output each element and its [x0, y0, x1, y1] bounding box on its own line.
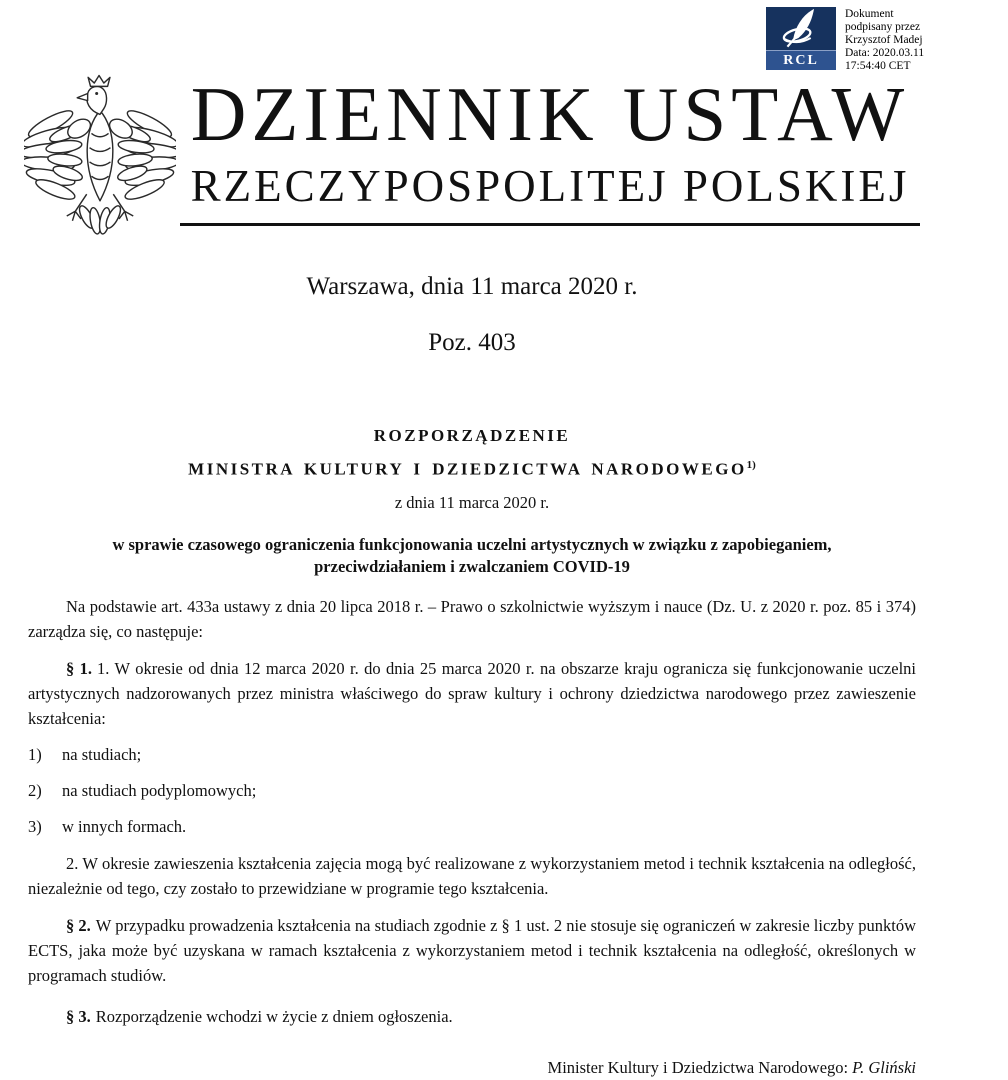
section-2-text: W przypadku prowadzenia kształcenia na studiach zgodnie z § 1 ust. 2 nie stosuje się ograniczeń w zakresie liczby punktów ECTS, jaka może być uzyskana w ramach kształcenia z wykorzystaniem metod i technik kształcenia na odległość, określonych w programach studiów.: [28, 915, 917, 985]
rcl-logo: [766, 7, 836, 70]
enumeration-list: [28, 742, 916, 839]
journal-subtitle: RZECZYPOSPOLITEJ POLSKIEJ: [190, 160, 910, 211]
footnote-reference: 1): [746, 459, 756, 472]
act-issuer-text: MINISTRA KULTURY I DZIEDZICTWA NARODOWEGO: [188, 459, 747, 479]
list-item: [28, 778, 916, 803]
section-3-paragraph: [28, 1004, 916, 1029]
signature-stamp: [766, 7, 924, 73]
act-type-heading: ROZPORZĄDZENIE: [373, 426, 571, 446]
act-subject-line-2: przeciwdziałaniem i zwalczaniem COVID-19: [314, 556, 630, 576]
stamp-line-3: Krzysztof Madej: [845, 34, 923, 46]
list-item: [28, 814, 916, 839]
stamp-line-4: Data: 2020.03.11: [845, 47, 925, 59]
list-item: [28, 742, 916, 767]
list-item-text: na studiach;: [62, 744, 142, 764]
document-body: [28, 272, 916, 1080]
signer-name: P. Gliński: [852, 1057, 916, 1077]
list-item-text: na studiach podyplomowych;: [62, 780, 257, 800]
list-item-marker: 3): [28, 816, 42, 836]
signature-line: [28, 1055, 916, 1080]
act-subject: [28, 534, 916, 578]
section-3-label: § 3.: [66, 1006, 91, 1026]
stamp-line-1: Dokument: [845, 8, 894, 20]
section-1-ust-2-paragraph: 2. W okresie zawieszenia kształcenia zajęcia mogą być realizowane z wykorzystaniem metod i technik kształcenia na odległość, niezależnie od tego, czy zostało to przewidziane w programie tego kształcenia.: [28, 853, 916, 898]
section-2-label: § 2.: [66, 915, 91, 935]
stamp-line-5: 17:54:40 CET: [845, 60, 911, 72]
section-1-paragraph: [28, 656, 916, 731]
list-item-marker: 1): [28, 744, 42, 764]
signature-stamp-text: [845, 7, 924, 73]
signer-role: Minister Kultury i Dziedzictwa Narodowego:: [547, 1057, 849, 1077]
section-1-label: § 1.: [66, 658, 93, 678]
act-date-line: z dnia 11 marca 2020 r.: [394, 492, 550, 512]
masthead-rule: [180, 223, 920, 226]
section-2-paragraph: [28, 913, 916, 988]
journal-title: DZIENNIK USTAW: [190, 71, 910, 157]
section-1-text: 1. W okresie od dnia 12 marca 2020 r. do dnia 25 marca 2020 r. na obszarze kraju ogranicza się funkcjonowanie uczelni artystycznych nadzorowanych przez ministra właściwego do spraw kultury i ochrony dziedzictwa narodowego przez zawieszenie kształcenia:: [28, 658, 917, 728]
rcl-logo-label: RCL: [766, 50, 836, 70]
quill-icon: [766, 7, 836, 50]
place-date: Warszawa, dnia 11 marca 2020 r.: [306, 273, 638, 301]
polish-eagle-emblem: [24, 72, 176, 248]
stamp-line-2: podpisany przez: [845, 21, 921, 33]
act-subject-line-1: w sprawie czasowego ograniczenia funkcjonowania uczelni artystycznych w związku z zapobieganiem,: [112, 534, 832, 554]
section-3-text: Rozporządzenie wchodzi w życie z dniem ogłoszenia.: [95, 1006, 453, 1026]
list-item-marker: 2): [28, 780, 42, 800]
position-number: Poz. 403: [428, 329, 516, 357]
list-item-text: w innych formach.: [62, 816, 187, 836]
preamble-paragraph: Na podstawie art. 433a ustawy z dnia 20 lipca 2018 r. – Prawo o szkolnictwie wyższym i nauce (Dz. U. z 2020 r. poz. 85 i 374) zarządza się, co następuje:: [28, 596, 916, 641]
act-issuer-heading: [28, 455, 916, 480]
